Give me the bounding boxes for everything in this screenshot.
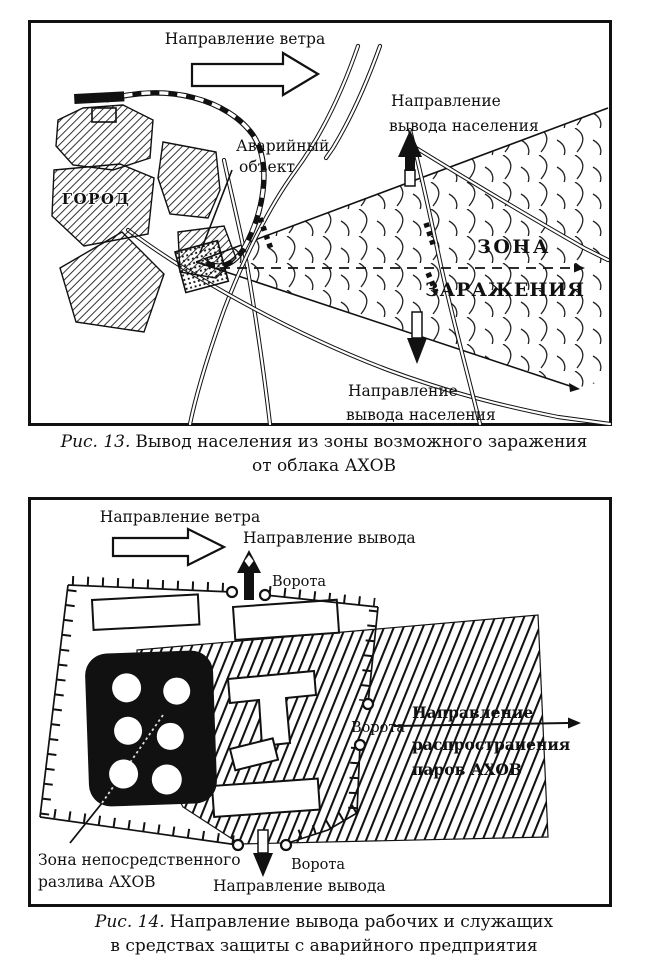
figure14-caption-line1: Рис. 14. Направление вывода рабочих и служащих	[94, 912, 554, 932]
svg-text:вывода населения: вывода населения	[389, 117, 539, 135]
building	[212, 779, 320, 817]
figure14-diagram	[28, 497, 612, 907]
figure14-plan	[28, 497, 612, 907]
figure13-map	[28, 20, 612, 426]
figure13-caption-line1: Рис. 13. Вывод населения из зоны возможного заражения	[60, 432, 588, 452]
svg-text:распространения: распространения	[412, 735, 571, 754]
svg-text:Направление: Направление	[348, 382, 458, 400]
wind-direction-label: Направление ветра	[99, 508, 261, 526]
svg-text:объект: объект	[239, 158, 295, 176]
figure14-caption	[0, 910, 648, 958]
wind-direction-label: Направление ветра	[164, 30, 326, 48]
figure13-number: Рис. 13.	[60, 432, 131, 452]
svg-text:Аварийный: Аварийный	[236, 137, 330, 155]
svg-text:Направление: Направление	[412, 703, 534, 722]
svg-text:Зона непосредственного: Зона непосредственного	[38, 851, 241, 869]
zone-label-line1: ЗОНА	[477, 236, 551, 258]
figure14-caption-line2: в средствах защиты с аварийного предприятия	[110, 936, 538, 956]
figure13-caption-line2: от облака АХОВ	[251, 456, 397, 476]
svg-text:вывода населения: вывода населения	[346, 406, 496, 424]
building	[92, 594, 199, 630]
figure13-caption	[0, 430, 648, 478]
zone-label-line2: ЗАРАЖЕНИЯ	[424, 279, 586, 301]
evacuation-label-bottom: Направление вывода	[213, 877, 386, 895]
svg-text:Направление: Направление	[391, 92, 501, 110]
gate-label-bottom: Ворота	[291, 857, 346, 873]
svg-text:паров АХОВ: паров АХОВ	[412, 760, 522, 779]
figure13-diagram	[28, 20, 612, 426]
storage-tanks-pad	[84, 650, 217, 807]
gate-label-middle: Ворота	[351, 720, 406, 736]
city-label: ГОРОД	[61, 190, 131, 208]
svg-text:разлива АХОВ: разлива АХОВ	[38, 873, 156, 891]
evacuation-label-top: Направление вывода	[243, 529, 416, 547]
building	[233, 600, 339, 640]
gate-label-top: Ворота	[272, 574, 327, 590]
figure14-number: Рис. 14.	[94, 912, 165, 932]
